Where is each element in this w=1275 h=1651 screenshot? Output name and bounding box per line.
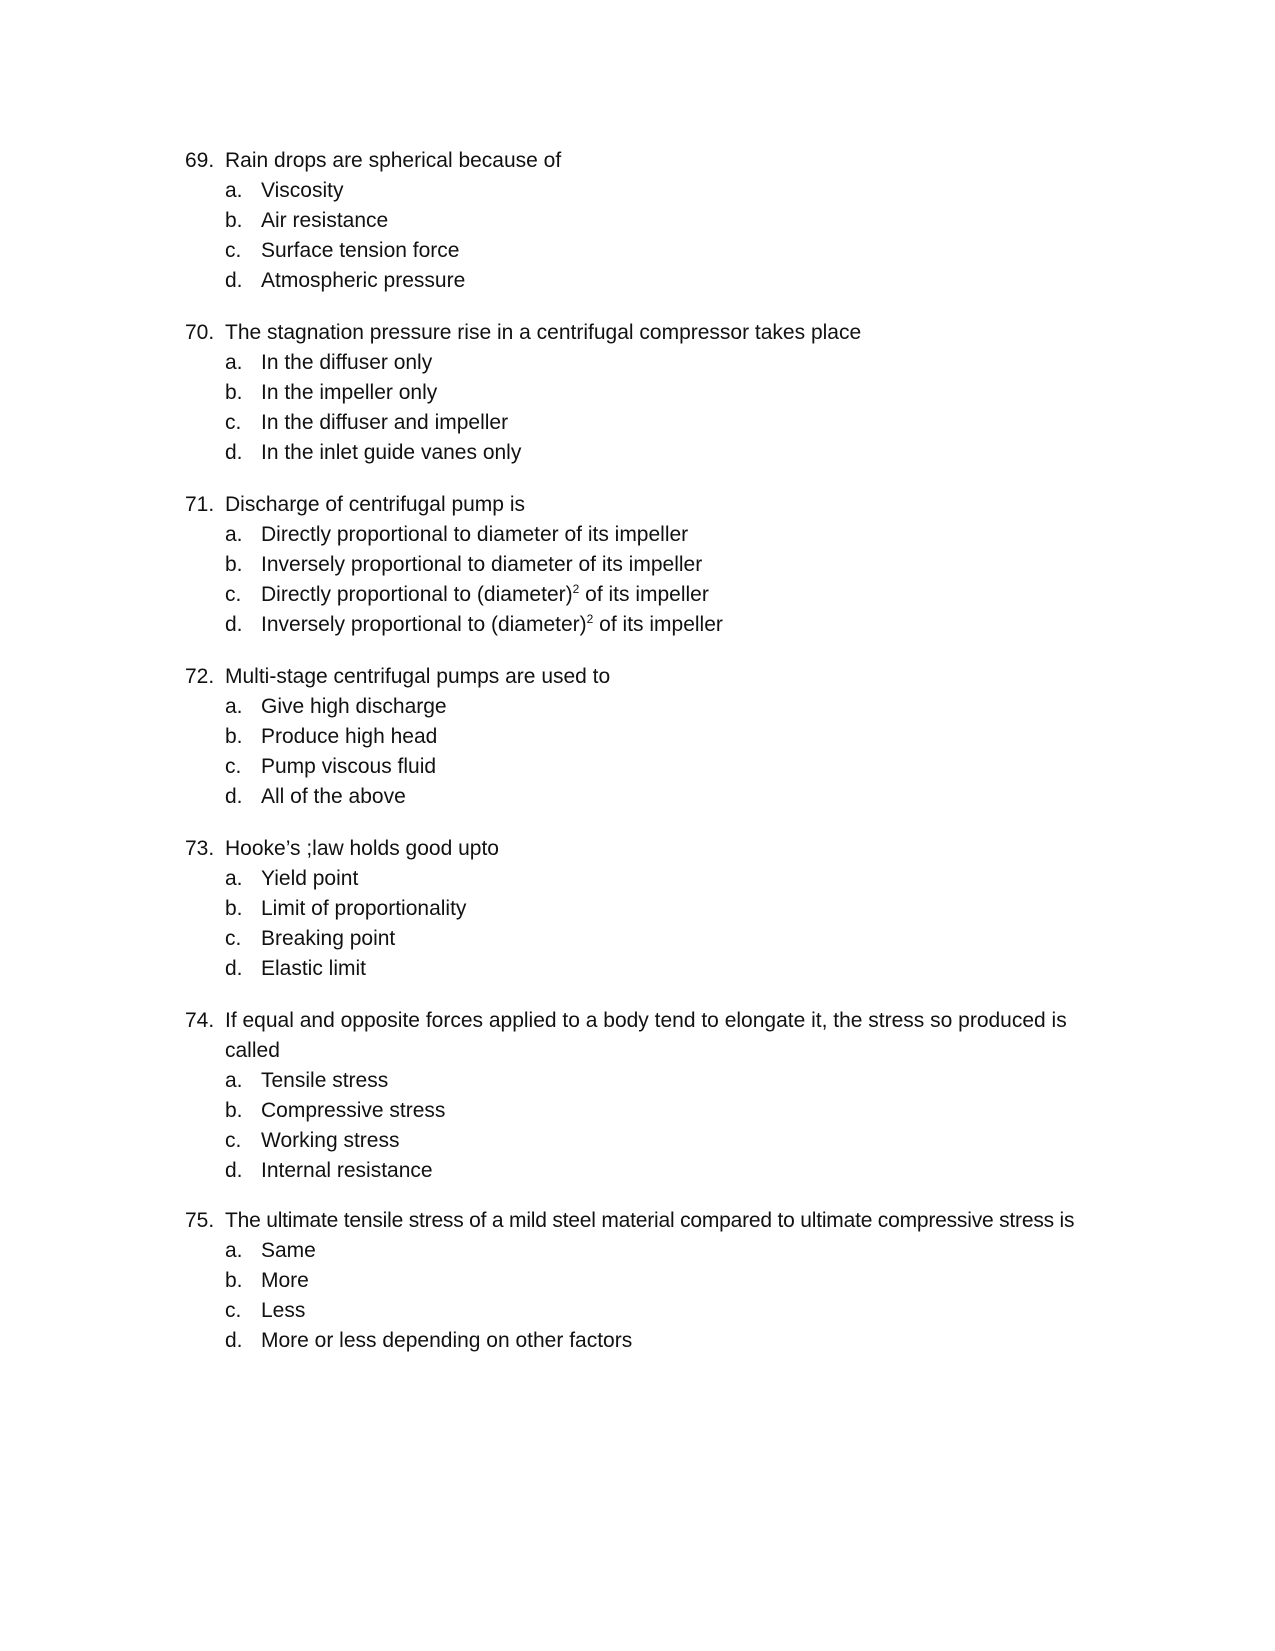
option-letter: d.: [225, 785, 243, 808]
option-text: Compressive stress: [261, 1099, 446, 1122]
option-a: [185, 1236, 1105, 1266]
option-letter: c.: [225, 411, 242, 434]
option-text: [261, 580, 1095, 610]
option-letter: b.: [225, 553, 243, 576]
question-75: [185, 1206, 1105, 1356]
question-number: 69.: [185, 149, 215, 172]
option-list: [185, 520, 1095, 640]
option-letter: a.: [225, 1239, 243, 1262]
option-text: Produce high head: [261, 725, 438, 748]
option-letter: c.: [225, 1129, 242, 1152]
question-73: [185, 834, 1095, 984]
question-number: 71.: [185, 493, 215, 516]
question-text: Multi-stage centrifugal pumps are used to: [225, 665, 611, 688]
option-c: [185, 580, 1095, 610]
option-list: [185, 348, 1095, 468]
option-b: [185, 1096, 1095, 1126]
option-text: Give high discharge: [261, 695, 447, 718]
option-text: More or less depending on other factors: [261, 1329, 633, 1352]
question-number: 72.: [185, 665, 215, 688]
option-letter: c.: [225, 239, 242, 262]
option-a: [185, 348, 1095, 378]
option-letter: a.: [225, 1069, 243, 1092]
option-text: Same: [261, 1239, 316, 1262]
option-text: Air resistance: [261, 209, 389, 232]
option-c: [185, 236, 1095, 266]
option-a: [185, 864, 1095, 894]
question-text: If equal and opposite forces applied to a body tend to elongate it, the stress so produced is called: [225, 1009, 1067, 1062]
option-text: Atmospheric pressure: [261, 269, 466, 292]
option-text: Breaking point: [261, 927, 396, 950]
option-text: In the diffuser and impeller: [261, 411, 509, 434]
question-text: The stagnation pressure rise in a centrifugal compressor takes place: [225, 321, 862, 344]
option-text: Surface tension force: [261, 239, 460, 262]
option-text: Viscosity: [261, 179, 344, 202]
option-letter: a.: [225, 695, 243, 718]
option-letter: d.: [225, 269, 243, 292]
option-text: Inversely proportional to diameter of its impeller: [261, 553, 703, 576]
option-a: [185, 692, 1095, 722]
question-text: Discharge of centrifugal pump is: [225, 493, 525, 516]
option-letter: a.: [225, 523, 243, 546]
option-letter: b.: [225, 1269, 243, 1292]
option-c: [185, 408, 1095, 438]
question-number: 74.: [185, 1009, 215, 1032]
question-text: The ultimate tensile stress of a mild steel material compared to ultimate compressive stress is: [225, 1209, 1075, 1232]
option-c: [185, 1126, 1095, 1156]
option-text: More: [261, 1269, 309, 1292]
question-text: Hooke’s ;law holds good upto: [225, 837, 499, 860]
option-text: [261, 610, 1095, 640]
option-list: [185, 1236, 1105, 1356]
question-74: [185, 1006, 1095, 1186]
option-c: [185, 1296, 1105, 1326]
question-71: [185, 490, 1095, 640]
option-b: [185, 206, 1095, 236]
option-letter: d.: [225, 1329, 243, 1352]
option-letter: b.: [225, 1099, 243, 1122]
option-letter: a.: [225, 179, 243, 202]
option-letter: d.: [225, 1159, 243, 1182]
superscript-exponent: 2: [572, 582, 580, 596]
option-d: [185, 610, 1095, 640]
question-text: Rain drops are spherical because of: [225, 149, 562, 172]
option-list: [185, 176, 1095, 296]
option-d: [185, 266, 1095, 296]
option-b: [185, 378, 1095, 408]
option-c: [185, 752, 1095, 782]
question-72: [185, 662, 1095, 812]
option-text-tail: of its impeller: [579, 583, 709, 606]
option-text: Elastic limit: [261, 957, 367, 980]
option-d: [185, 954, 1095, 984]
option-list: [185, 1066, 1095, 1186]
option-text-tail: of its impeller: [593, 613, 723, 636]
option-text: Tensile stress: [261, 1069, 389, 1092]
option-list: [185, 864, 1095, 984]
option-letter: d.: [225, 441, 243, 464]
option-b: [185, 722, 1095, 752]
option-letter: c.: [225, 927, 242, 950]
option-text: Directly proportional to diameter of its impeller: [261, 523, 689, 546]
option-a: [185, 520, 1095, 550]
option-b: [185, 894, 1095, 924]
option-text: In the diffuser only: [261, 351, 433, 374]
option-text: Less: [261, 1299, 306, 1322]
option-letter: d.: [225, 957, 243, 980]
question-69: [185, 146, 1095, 296]
option-d: [185, 438, 1095, 468]
option-letter: a.: [225, 867, 243, 890]
option-c: [185, 924, 1095, 954]
option-text-main: Directly proportional to (diameter): [261, 583, 573, 606]
option-text: Pump viscous fluid: [261, 755, 437, 778]
question-number: 70.: [185, 321, 215, 344]
option-b: [185, 1266, 1105, 1296]
option-letter: a.: [225, 351, 243, 374]
option-text-main: Inversely proportional to (diameter): [261, 613, 587, 636]
option-text: Internal resistance: [261, 1159, 433, 1182]
option-text: Working stress: [261, 1129, 400, 1152]
option-letter: b.: [225, 725, 243, 748]
option-list: [185, 692, 1095, 812]
superscript-exponent: 2: [586, 612, 594, 626]
option-text: All of the above: [261, 785, 406, 808]
question-70: [185, 318, 1095, 468]
option-letter: c.: [225, 755, 242, 778]
question-number: 73.: [185, 837, 215, 860]
option-a: [185, 1066, 1095, 1096]
option-a: [185, 176, 1095, 206]
option-d: [185, 1326, 1105, 1356]
option-text: Yield point: [261, 867, 359, 890]
option-text: In the impeller only: [261, 381, 438, 404]
option-text: Limit of proportionality: [261, 897, 467, 920]
option-text: In the inlet guide vanes only: [261, 441, 522, 464]
option-letter: b.: [225, 209, 243, 232]
option-letter: b.: [225, 897, 243, 920]
option-d: [185, 782, 1095, 812]
option-letter: b.: [225, 381, 243, 404]
option-letter: c.: [225, 583, 242, 606]
option-d: [185, 1156, 1095, 1186]
option-letter: d.: [225, 613, 243, 636]
option-letter: c.: [225, 1299, 242, 1322]
option-b: [185, 550, 1095, 580]
question-number: 75.: [185, 1209, 215, 1232]
